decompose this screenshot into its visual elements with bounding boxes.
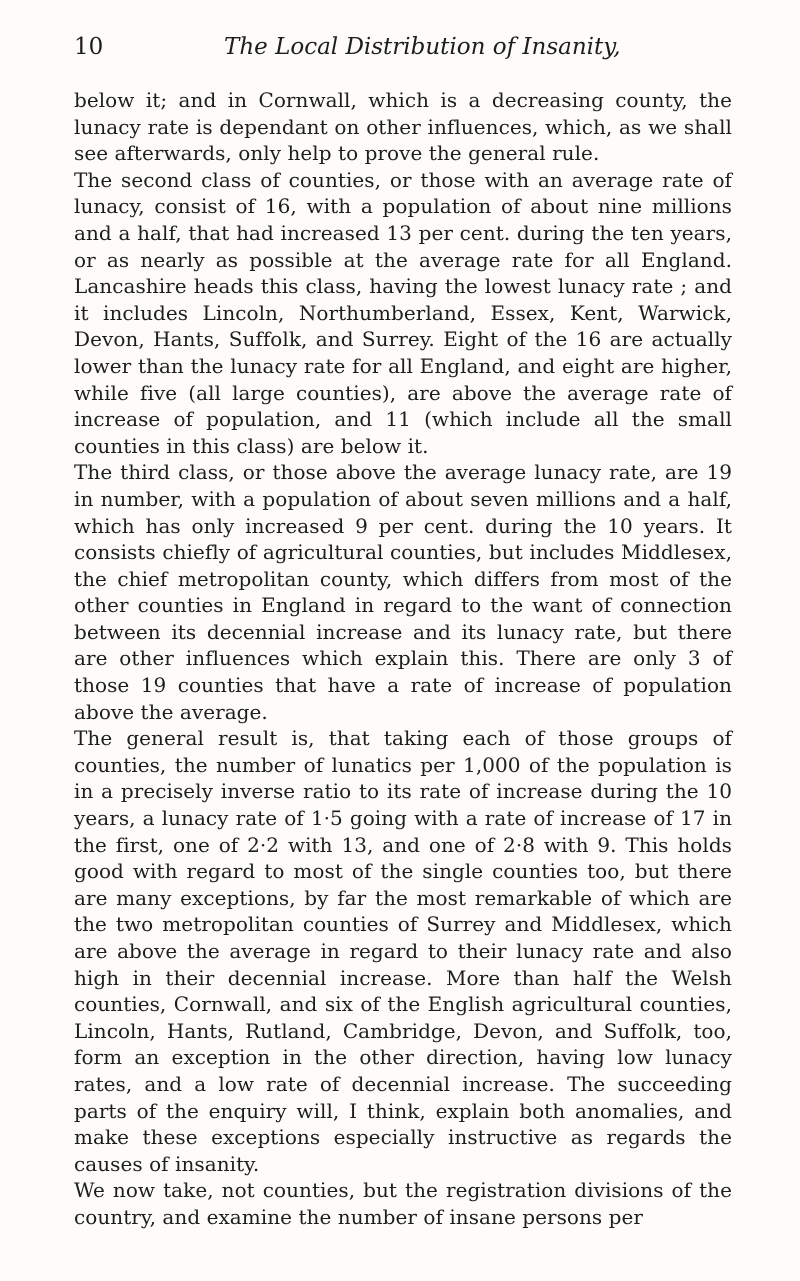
paragraph-registration-divisions: We now take, not counties, but the registration divisions of the country, and examine the number of insane persons per xyxy=(74,1178,732,1229)
paragraph-general-result: The general result is, that taking each of those groups of counties, the number of lunatics per 1,000 of the population is in a precisely inverse ratio to its rate of increase during the 10 years, a lunacy rate of 1·5 going with a rate of increase of 17 in the first, one of 2·2 with 13, and one of 2·8 with 9. This holds good with regard to most of the single counties too, but there are many exceptions, by far the most remarkable of which are the two metropolitan counties of Surrey and Middlesex, which are above the average in regard to their lunacy rate and also high in their decennial increase. More than half the Welsh counties, Cornwall, and six of the English agricultural counties, Lincoln, Hants, Rutland, Cambridge, Devon, and Suffolk, too, form an exception in the other direction, having low lunacy rates, and a low rate of decennial increase. The succeeding parts of the enquiry will, I think, explain both anomalies, and make these exceptions especially instructive as regards the causes of insanity. xyxy=(74,726,732,1176)
page-number: 10 xyxy=(74,34,104,60)
paragraph-third-class: The third class, or those above the average lunacy rate, are 19 in number, with a population of about seven millions and a half, which has only increased 9 per cent. during the 10 years. It consists chiefly of agricultural counties, but includes Middlesex, the chief metropolitan county, which differs from most of the other counties in England in regard to the want of connection between its decennial increase and its lunacy rate, but there are other influences which explain this. There are only 3 of those 19 counties that have a rate of increase of population above the average. xyxy=(74,460,732,724)
paragraph-continuation: below it; and in Cornwall, which is a decreasing county, the lunacy rate is dependant on other influences, which, as we shall see afterwards, only help to prove the general rule. xyxy=(74,88,732,166)
body-text xyxy=(74,87,732,1231)
paragraph-second-class: The second class of counties, or those with an average rate of lunacy, consist of 16, with a population of about nine millions and a half, that had increased 13 per cent. during the ten years, or as nearly as possible at the average rate for all England. Lancashire heads this class, having the lowest lunacy rate ; and it includes Lincoln, Northumberland, Essex, Kent, Warwick, Devon, Hants, Suffolk, and Surrey. Eight of the 16 are actually lower than the lunacy rate for all England, and eight are higher, while five (all large counties), are above the average rate of increase of population, and 11 (which include all the small counties in this class) are below it. xyxy=(74,167,732,458)
running-head xyxy=(74,34,732,78)
running-title: The Local Distribution of Insanity, xyxy=(224,34,621,60)
